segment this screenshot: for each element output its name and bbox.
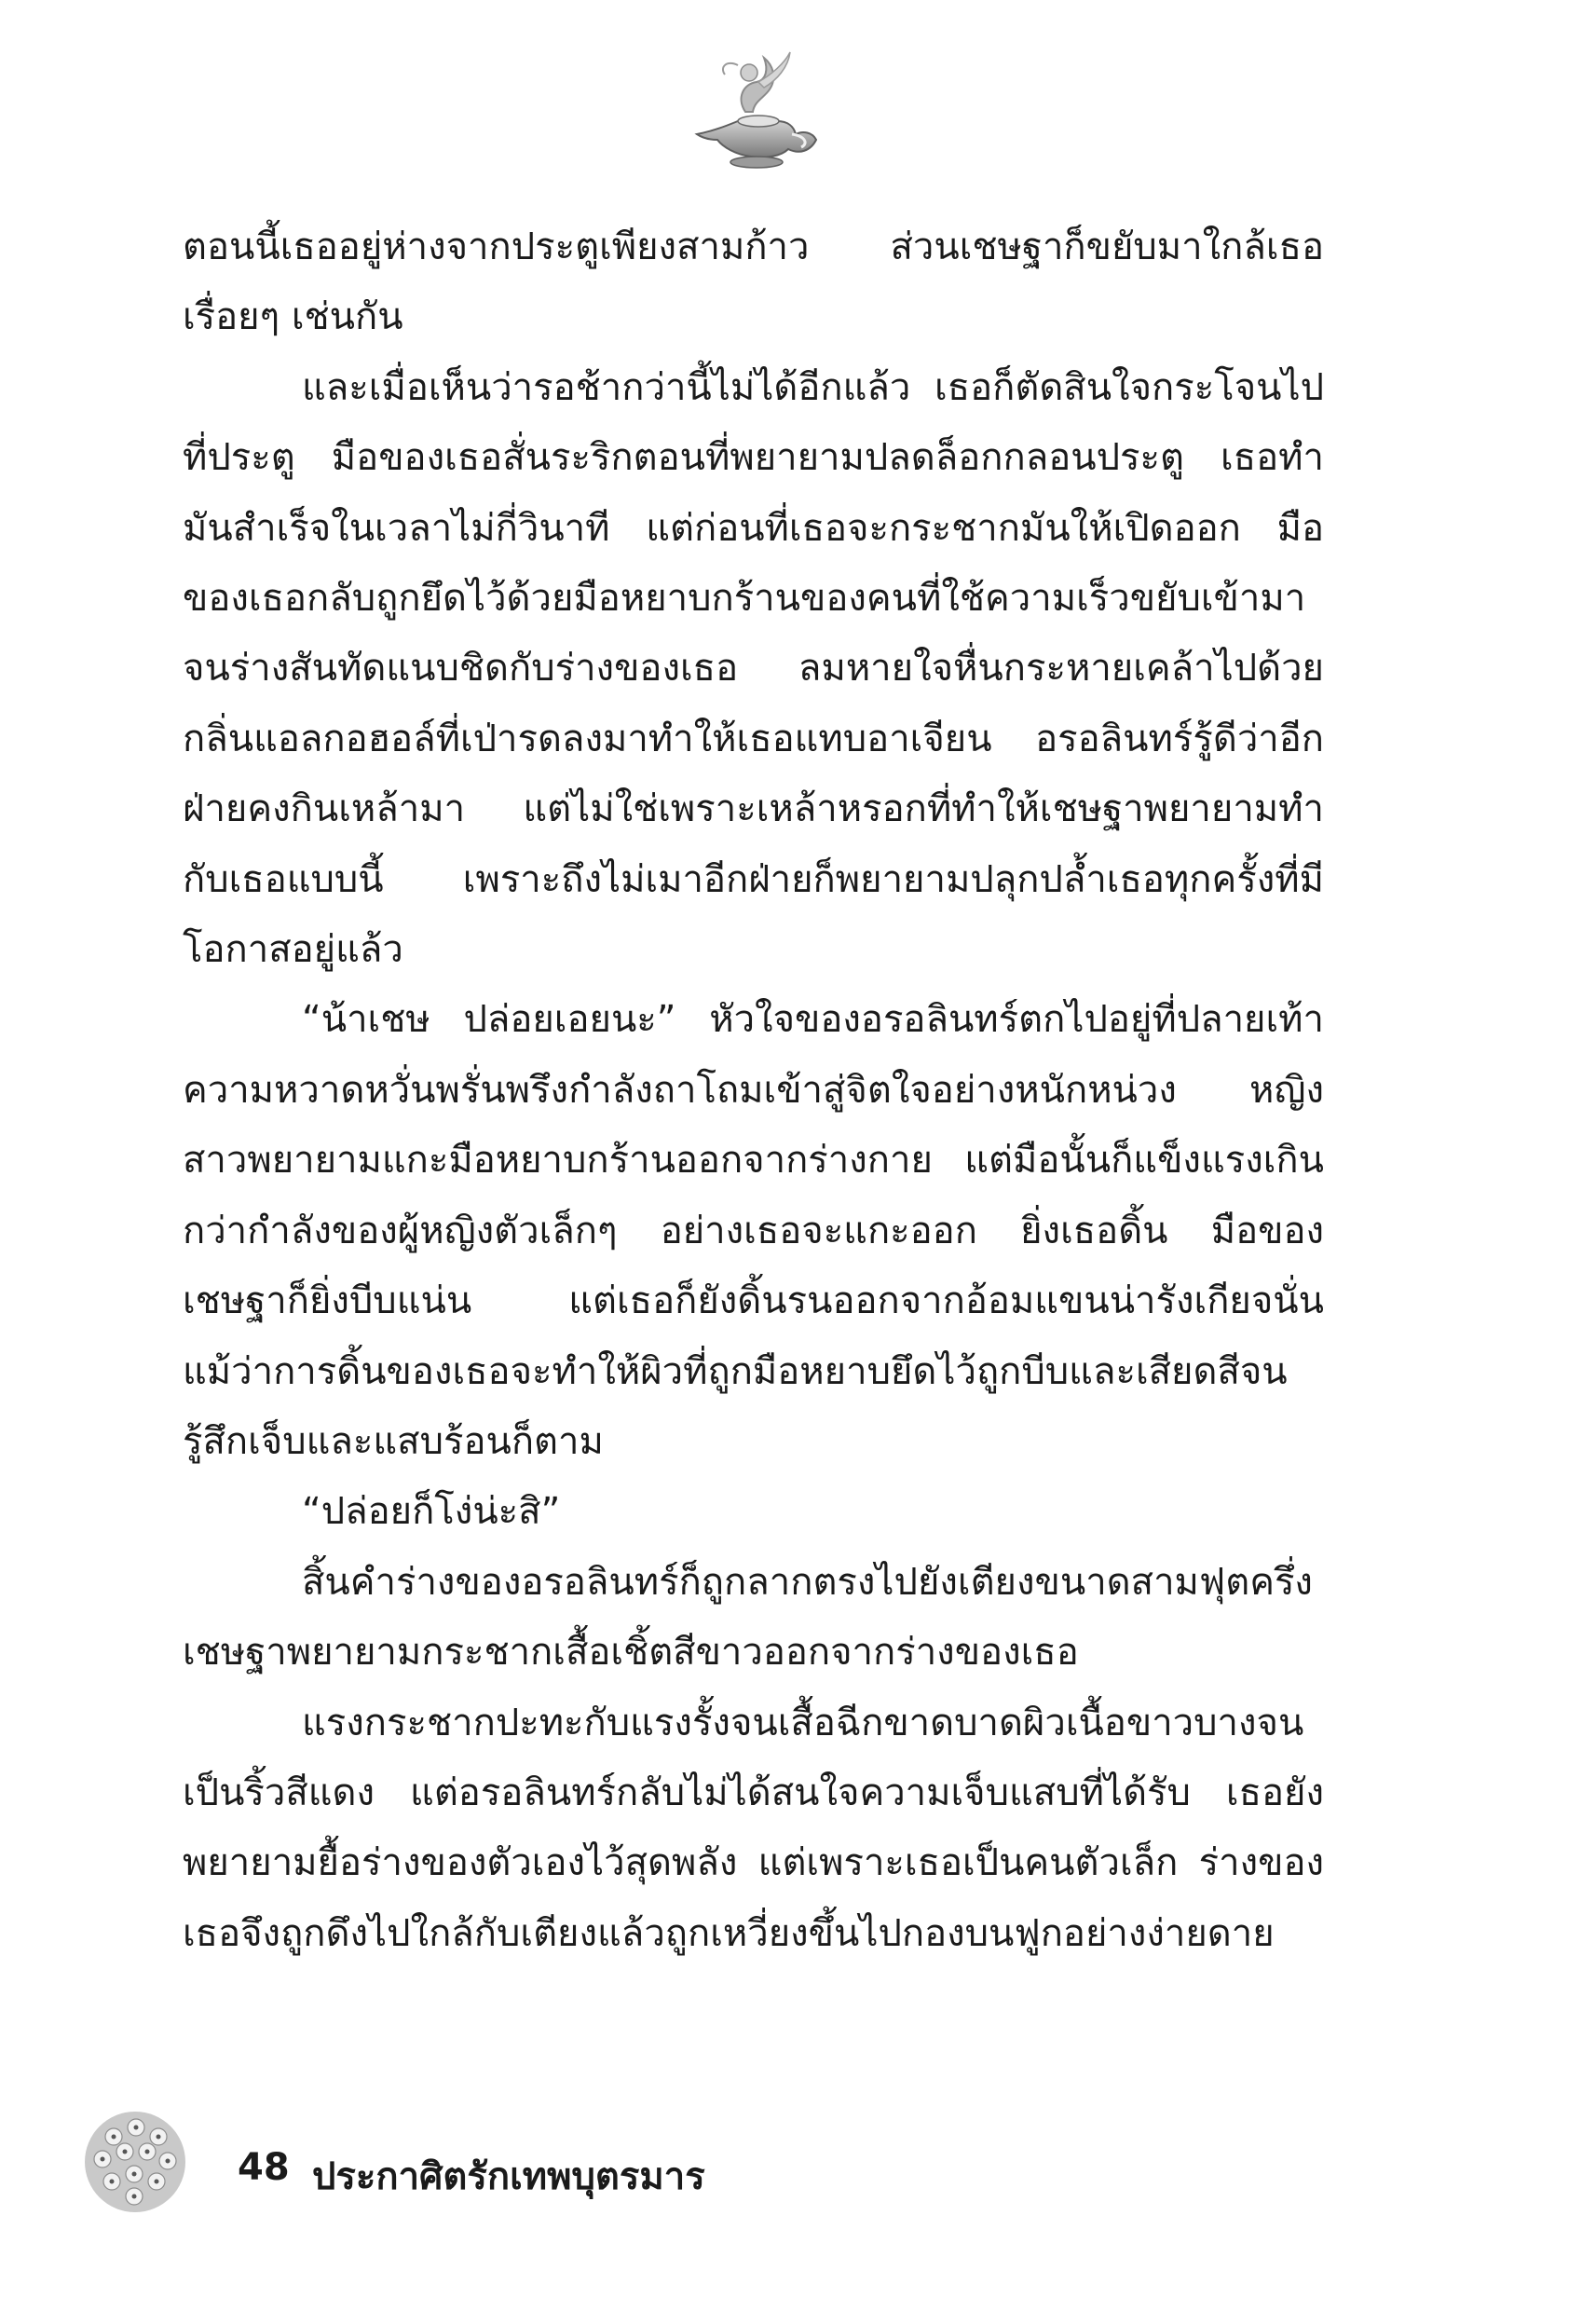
- paragraph-3: “น้าเชษ ปล่อยเอยนะ” หัวใจของอรอลินทร์ตกไปอยู่ที่ปลายเท้า ความหวาดหวั่นพรั่นพรึงกำลังถาโถมเข้าสู่จิตใจอย่างหนักหน่วง หญิงสาวพยายามแกะมือหยาบกร้านออกจากร่างกาย แต่มือนั้นก็แข็งแรงเกินกว่ากำลังของผู้หญิงตัวเล็กๆ อย่างเธอจะแกะออก ยิ่งเธอดิ้น มือของเชษฐาก็ยิ่งบีบแน่น แต่เธอก็ยังดิ้นรนออกจากอ้อมแขนน่ารังเกียจนั่น แม้ว่าการดิ้นของเธอจะทำให้ผิวที่ถูกมือหยาบยึดไว้ถูกบีบและเสียดสีจนรู้สึกเจ็บและแสบร้อนก็ตาม: [183, 998, 1324, 1463]
- paragraph-4: “ปล่อยก็โง่น่ะสิ”: [302, 1490, 561, 1534]
- page-footer: [75, 2101, 913, 2241]
- book-title: ประกาศิตรักเทพบุตรมาร: [312, 2155, 705, 2198]
- flower-ornament-icon: [75, 2101, 196, 2222]
- genie-lamp-icon: [680, 47, 829, 172]
- paragraph-6: แรงกระชากปะทะกับแรงรั้งจนเสื้อฉีกขาดบาดผิวเนื้อขาวบางจนเป็นริ้วสีแดง แต่อรอลินทร์กลับไม่ได้สนใจความเจ็บแสบที่ได้รับ เธอยังพยายามยื้อร่างของตัวเองไว้สุดพลัง แต่เพราะเธอเป็นคนตัวเล็ก ร่างของเธอจึงถูกดึงไปใกล้กับเตียงแล้วถูกเหวี่ยงขึ้นไปกองบนฟูกอย่างง่ายดาย: [183, 1701, 1324, 1955]
- paragraph-1: ตอนนี้เธออยู่ห่างจากประตูเพียงสามก้าว ส่วนเชษฐาก็ขยับมาใกล้เธอเรื่อยๆ เช่นกัน: [183, 226, 1324, 339]
- paragraph-5: สิ้นคำร่างของอรอลินทร์ก็ถูกลากตรงไปยังเตียงขนาดสามฟุตครึ่ง เชษฐาพยายามกระชากเสื้อเชิ้ตสีขาวออกจากร่างของเธอ: [183, 1560, 1313, 1675]
- body-text: [183, 212, 1324, 1969]
- paragraph-2: และเมื่อเห็นว่ารอช้ากว่านี้ไม่ได้อีกแล้ว เธอก็ตัดสินใจกระโจนไปที่ประตู มือของเธอสั่นระริกตอนที่พยายามปลดล็อกกลอนประตู เธอทำมันสำเร็จในเวลาไม่กี่วินาที แต่ก่อนที่เธอจะกระชากมันให้เปิดออก มือของเธอกลับถูกยึดไว้ด้วยมือหยาบกร้านของคนที่ใช้ความเร็วขยับเข้ามาจนร่างสันทัดแนบชิดกับร่างของเธอ ลมหายใจหื่นกระหายเคล้าไปด้วยกลิ่นแอลกอฮอล์ที่เป่ารดลงมาทำให้เธอแทบอาเจียน อรอลินทร์รู้ดีว่าอีกฝ่ายคงกินเหล้ามา แต่ไม่ใช่เพราะเหล้าหรอกที่ทำให้เชษฐาพยายามทำกับเธอแบบนี้ เพราะถึงไม่เมาอีกฝ่ายก็พยายามปลุกปล้ำเธอทุกครั้งที่มีโอกาสอยู่แล้ว: [183, 365, 1324, 972]
- page-number: 48: [238, 2146, 290, 2189]
